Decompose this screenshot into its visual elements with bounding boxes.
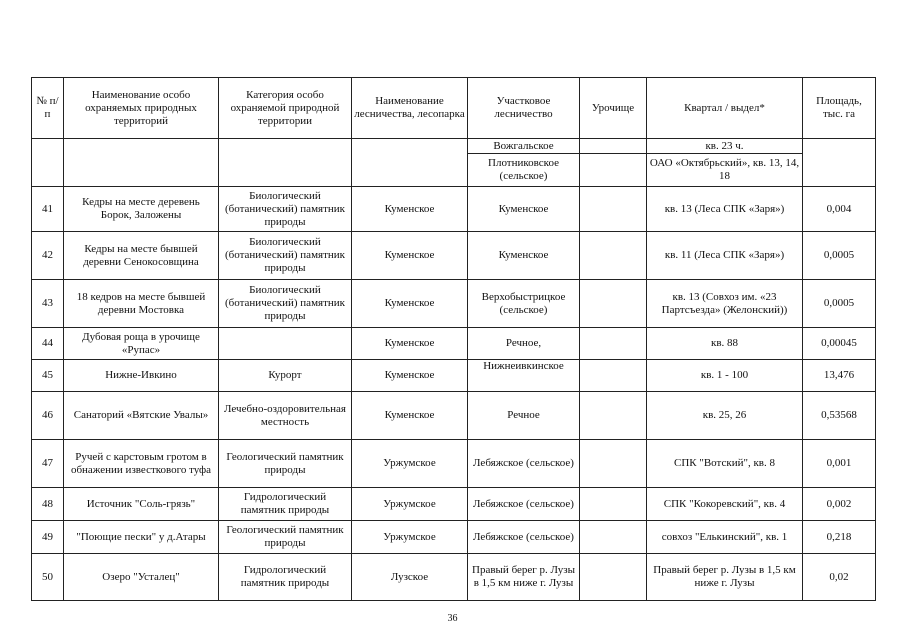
cell-area: 0,0005: [803, 280, 876, 328]
cell-uchastkovoe: Лебяжское (сельское): [468, 440, 580, 488]
cell-category: Биологический (ботанический) памятник природы: [219, 232, 352, 280]
cell-urochishche: [580, 139, 647, 154]
cell-area: 0,53568: [803, 392, 876, 440]
cell-uchastkovoe: Верхобыстрицкое (сельское): [468, 280, 580, 328]
col-header-lesnichestvo: Наименование лесничества, лесопарка: [352, 78, 468, 139]
cell-uchastkovoe: Куменское: [468, 232, 580, 280]
cell-name: Нижне-Ивкино: [64, 360, 219, 392]
cell-urochishche: [580, 328, 647, 360]
cell-empty: [352, 139, 468, 187]
cell-num: 47: [32, 440, 64, 488]
cell-num: 42: [32, 232, 64, 280]
cell-uchastkovoe: Речное: [468, 392, 580, 440]
table-row: [32, 521, 876, 554]
cell-kvartal: кв. 13 (Совхоз им. «23 Партсъезда» (Желонский)): [647, 280, 803, 328]
cell-category: Биологический (ботанический) памятник природы: [219, 187, 352, 232]
cell-lesnichestvo: Куменское: [352, 328, 468, 360]
cell-area: 0,004: [803, 187, 876, 232]
cell-area: 0,001: [803, 440, 876, 488]
cell-name: Озеро "Усталец": [64, 554, 219, 601]
cell-uchastkovoe: Куменское: [468, 187, 580, 232]
cell-area: 13,476: [803, 360, 876, 392]
cell-lesnichestvo: Уржумское: [352, 521, 468, 554]
col-header-num: № п/п: [32, 78, 64, 139]
cell-kvartal: кв. 1 - 100: [647, 360, 803, 392]
table-row: [32, 232, 876, 280]
table-row: [32, 360, 876, 392]
cell-category: Гидрологический памятник природы: [219, 554, 352, 601]
cell-name: 18 кедров на месте бывшей деревни Мостовка: [64, 280, 219, 328]
cell-name: Санаторий «Вятские Увалы»: [64, 392, 219, 440]
table-row: [32, 554, 876, 601]
cell-lesnichestvo: Уржумское: [352, 440, 468, 488]
cell-kvartal: ОАО «Октябрьский», кв. 13, 14, 18: [647, 154, 803, 187]
cell-urochishche: [580, 440, 647, 488]
cell-uchastkovoe: Лебяжское (сельское): [468, 488, 580, 521]
cell-kvartal: СПК "Вотский", кв. 8: [647, 440, 803, 488]
cell-kvartal: кв. 88: [647, 328, 803, 360]
protected-areas-table: [31, 77, 876, 601]
cell-lesnichestvo: Куменское: [352, 360, 468, 392]
cell-lesnichestvo: Уржумское: [352, 488, 468, 521]
cell-name: "Поющие пески" у д.Атары: [64, 521, 219, 554]
cell-category: Гидрологический памятник природы: [219, 488, 352, 521]
table-row: [32, 328, 876, 360]
cell-area: 0,002: [803, 488, 876, 521]
cell-uchastkovoe: Лебяжское (сельское): [468, 521, 580, 554]
table-row-continuation-1: [32, 139, 876, 154]
cell-num: 49: [32, 521, 64, 554]
cell-empty: [219, 139, 352, 187]
col-header-category: Категория особо охраняемой природной территории: [219, 78, 352, 139]
cell-uchastkovoe: Нижнеивкинское: [468, 360, 580, 392]
cell-area: 0,00045: [803, 328, 876, 360]
col-header-name: Наименование особо охраняемых природных территорий: [64, 78, 219, 139]
cell-name: Ручей с карстовым гротом в обнажении известкового туфа: [64, 440, 219, 488]
cell-uchastkovoe: Вожгальское: [468, 139, 580, 154]
cell-name: Кедры на месте бывшей деревни Сенокосовщина: [64, 232, 219, 280]
cell-category: Геологический памятник природы: [219, 440, 352, 488]
cell-num: 45: [32, 360, 64, 392]
table-row: [32, 187, 876, 232]
cell-category: Лечебно-оздоровительная местность: [219, 392, 352, 440]
col-header-kvartal: Квартал / выдел*: [647, 78, 803, 139]
cell-num: 41: [32, 187, 64, 232]
cell-lesnichestvo: Куменское: [352, 232, 468, 280]
cell-urochishche: [580, 232, 647, 280]
cell-category: [219, 328, 352, 360]
cell-uchastkovoe: Плотниковское (сельское): [468, 154, 580, 187]
cell-empty: [32, 139, 64, 187]
cell-urochishche: [580, 554, 647, 601]
header-row: [32, 78, 876, 139]
cell-kvartal: кв. 11 (Леса СПК «Заря»): [647, 232, 803, 280]
cell-urochishche: [580, 521, 647, 554]
cell-kvartal: совхоз "Елькинский", кв. 1: [647, 521, 803, 554]
cell-area: 0,0005: [803, 232, 876, 280]
cell-uchastkovoe: Речное,: [468, 328, 580, 360]
cell-uchastkovoe: Правый берег р. Лузы в 1,5 км ниже г. Лузы: [468, 554, 580, 601]
cell-urochishche: [580, 360, 647, 392]
table-row: [32, 392, 876, 440]
col-header-urochishche: Урочище: [580, 78, 647, 139]
cell-kvartal: кв. 13 (Леса СПК «Заря»): [647, 187, 803, 232]
cell-num: 43: [32, 280, 64, 328]
cell-category: Биологический (ботанический) памятник природы: [219, 280, 352, 328]
cell-num: 48: [32, 488, 64, 521]
cell-urochishche: [580, 392, 647, 440]
cell-empty: [64, 139, 219, 187]
cell-num: 46: [32, 392, 64, 440]
cell-urochishche: [580, 154, 647, 187]
cell-category: Курорт: [219, 360, 352, 392]
cell-num: 50: [32, 554, 64, 601]
cell-urochishche: [580, 187, 647, 232]
cell-area: 0,218: [803, 521, 876, 554]
cell-name: Дубовая роща в урочище «Рупас»: [64, 328, 219, 360]
cell-kvartal: кв. 23 ч.: [647, 139, 803, 154]
table-row: [32, 488, 876, 521]
cell-lesnichestvo: Куменское: [352, 392, 468, 440]
cell-name: Источник "Соль-грязь": [64, 488, 219, 521]
cell-lesnichestvo: Лузское: [352, 554, 468, 601]
table-row: [32, 440, 876, 488]
cell-kvartal: СПК "Кокоревский", кв. 4: [647, 488, 803, 521]
col-header-area: Площадь, тыс. га: [803, 78, 876, 139]
cell-area: 0,02: [803, 554, 876, 601]
cell-kvartal: Правый берег р. Лузы в 1,5 км ниже г. Лузы: [647, 554, 803, 601]
col-header-uchastkovoe: Участковое лесничество: [468, 78, 580, 139]
cell-lesnichestvo: Куменское: [352, 187, 468, 232]
cell-category: Геологический памятник природы: [219, 521, 352, 554]
table-row: [32, 280, 876, 328]
cell-num: 44: [32, 328, 64, 360]
cell-name: Кедры на месте деревень Борок, Заложены: [64, 187, 219, 232]
cell-kvartal: кв. 25, 26: [647, 392, 803, 440]
cell-lesnichestvo: Куменское: [352, 280, 468, 328]
cell-urochishche: [580, 488, 647, 521]
cell-urochishche: [580, 280, 647, 328]
cell-empty: [803, 139, 876, 187]
page-number: 36: [447, 613, 458, 624]
